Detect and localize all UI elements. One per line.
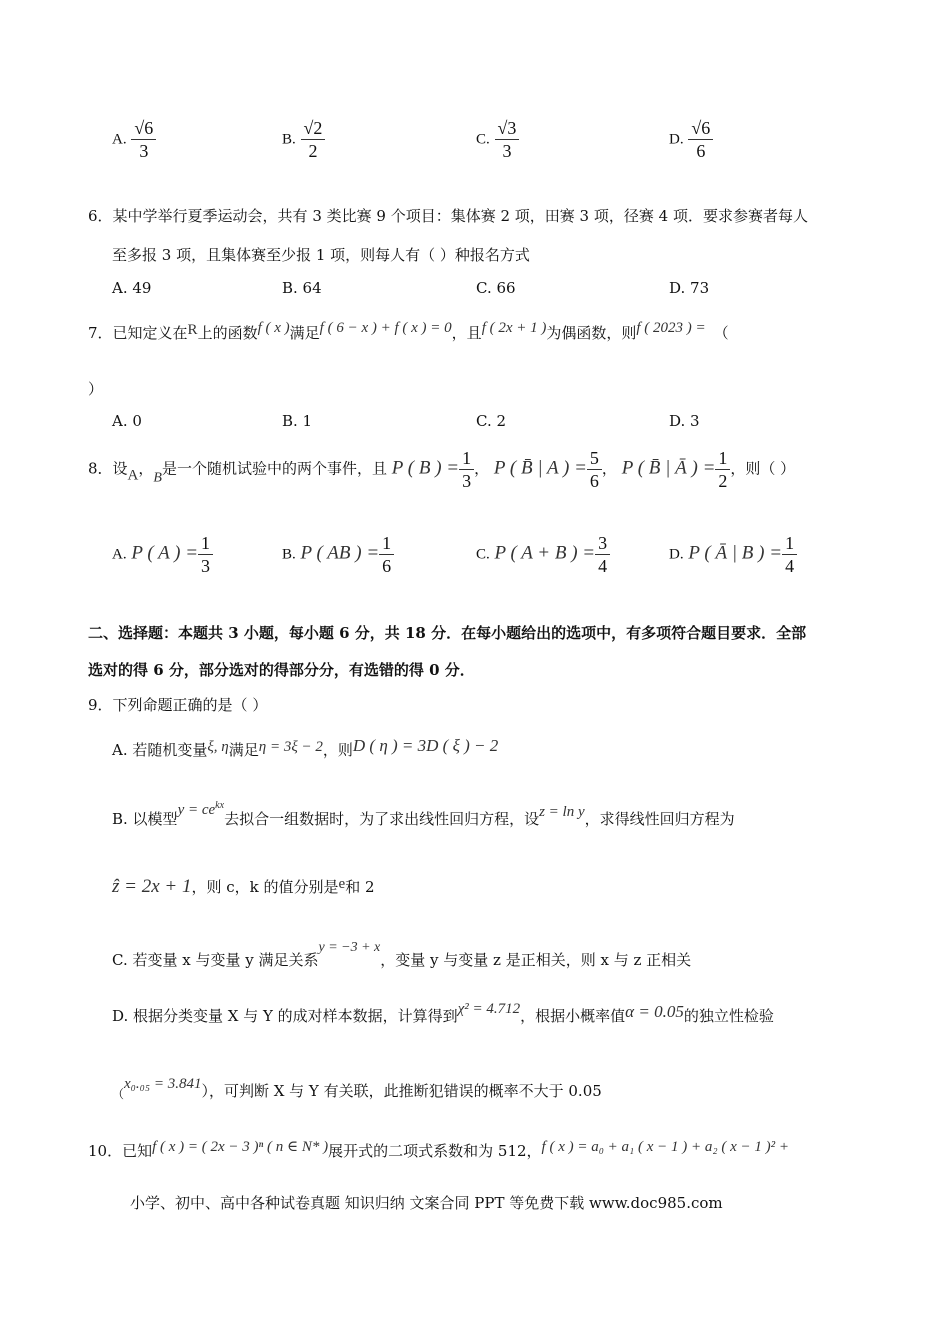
denominator: 3 (201, 556, 211, 576)
denominator: 3 (139, 141, 149, 161)
math-expression: P ( A ) = (131, 542, 199, 564)
fraction (198, 533, 213, 576)
q7-line2: ） (88, 380, 104, 398)
q7-option-b: B. 1 (282, 412, 313, 430)
numerator: √3 (495, 118, 520, 140)
q7-text: 7．已知定义在 (88, 324, 188, 342)
math-expression: f ( 2x + 1 ) (481, 320, 547, 336)
math-expression: B (153, 470, 162, 486)
q9-text: （ (112, 1087, 125, 1101)
math-expression: D ( η ) = 3D ( ξ ) − 2 (352, 736, 499, 755)
fraction (715, 448, 730, 491)
section-heading-line2: 选对的得 6 分，部分选对的得部分分，有选错的得 0 分． (88, 661, 475, 679)
math-expression: e (338, 876, 346, 892)
q8-text: ， (138, 459, 154, 478)
q10-text: 10．已知 (88, 1142, 153, 1160)
math-expression: η = 3ξ − 2 (258, 739, 323, 755)
q6-option-b: B. 64 (282, 279, 322, 297)
numerator: 1 (379, 533, 394, 555)
q7-text: 上的函数 (197, 324, 258, 342)
q8-text: 8．设 (88, 459, 128, 478)
option-label: D. (669, 131, 684, 148)
q6-option-d: D. 73 (669, 279, 710, 297)
option-label: B. (282, 546, 296, 563)
q7-text: ，且 (451, 324, 482, 342)
q9-text: ，求得线性回归方程为 (584, 810, 735, 828)
math-expression: f ( 2023 ) = (636, 320, 706, 336)
q9-text: ，根据小概率值 (520, 1007, 626, 1025)
numerator: √6 (131, 118, 156, 140)
q6-option-c: C. 66 (476, 279, 516, 297)
denominator: 6 (382, 556, 392, 576)
q5-option-d (669, 118, 713, 161)
math-expression: f ( x ) = ( 2x − 3 )ⁿ ( n ∈ N* ) (152, 1139, 329, 1155)
q8-text: ， (601, 459, 617, 478)
q8-option-d (669, 533, 797, 576)
math-expression: x₀.₀₅ = 3.841 (124, 1076, 202, 1092)
q9-option-d-line1 (112, 1001, 774, 1026)
q7-text: 满足 (289, 324, 320, 342)
denominator: 4 (785, 556, 795, 576)
fraction (379, 533, 394, 576)
q5-option-c (476, 118, 519, 161)
q7-text: 为偶函数，则 (546, 324, 637, 342)
q9-text: ，变量 y 与变量 z 是正相关，则 x 与 z 正相关 (380, 951, 692, 969)
math-expression: P ( AB ) = (300, 542, 380, 564)
math-expression: f ( x ) = a₀ + a₁ ( x − 1 ) + a₂ ( x − 1 )² + (541, 1139, 790, 1155)
denominator: 2 (308, 141, 318, 161)
q9-text: 和 2 (345, 878, 375, 896)
q10-stem (88, 1137, 789, 1161)
math-expression: P ( B ) = (391, 457, 460, 479)
q7-text: （ (713, 324, 729, 342)
denominator: 6 (696, 141, 706, 161)
q9-text: 去拟合一组数据时，为了求出线性回归方程，设 (224, 810, 540, 828)
math-expression: y = ce (177, 802, 216, 818)
numerator: 5 (587, 448, 602, 470)
option-label: C. (476, 131, 490, 148)
math-expression: z = ln y (539, 804, 585, 820)
numerator: 1 (459, 448, 474, 470)
numerator: √2 (301, 118, 326, 140)
q5-option-b (282, 118, 325, 161)
section-heading-line1: 二、选择题：本题共 3 小题，每小题 6 分，共 18 分．在每小题给出的选项中，有多项符合题目要求．全部 (88, 624, 807, 642)
q8-stem (88, 448, 795, 491)
denominator: 2 (718, 471, 728, 491)
fraction (459, 448, 474, 491)
option-label: D. (669, 546, 684, 563)
option-label: A. (112, 131, 127, 148)
q9-option-a (112, 736, 498, 760)
denominator: 3 (462, 471, 472, 491)
q9-text: ，则 (322, 741, 353, 759)
math-expression (178, 802, 225, 818)
q9-text: ），可判断 X 与 Y 有关联，此推断犯错误的概率不大于 0.05 (201, 1082, 602, 1100)
option-label: C. (476, 546, 490, 563)
q9-text: A. 若随机变量 (112, 741, 208, 759)
q7-option-c: C. 2 (476, 412, 507, 430)
denominator: 3 (502, 141, 512, 161)
q8-text: ，则（ ） (730, 459, 796, 478)
q5-option-a (112, 118, 156, 161)
math-expression: P ( B̄ | Ā ) = (621, 457, 716, 479)
q8-text: ， (474, 459, 490, 478)
fraction (495, 118, 520, 161)
q6-option-a: A. 49 (112, 279, 152, 297)
fraction (131, 118, 156, 161)
fraction (587, 448, 602, 491)
q9-text: ，则 c，k 的值分别是 (191, 878, 339, 896)
q6-line1: 6．某中学举行夏季运动会，共有 3 类比赛 9 个项目：集体赛 2 项，田赛 3 项，径赛 4 项．要求参赛者每人 (88, 207, 808, 225)
fraction (301, 118, 326, 161)
q8-option-b (282, 533, 394, 576)
numerator: √6 (688, 118, 713, 140)
q9-text: C. 若变量 x 与变量 y 满足关系 (112, 951, 319, 969)
q7-stem (88, 320, 729, 343)
math-expression: R (187, 322, 198, 338)
math-expression: α = 0.05 (625, 1002, 684, 1021)
math-expression: P ( Ā | B ) = (688, 542, 783, 564)
q10-text: 展开式的二项式系数和为 512， (328, 1142, 542, 1160)
fraction (595, 533, 610, 576)
denominator: 4 (598, 556, 608, 576)
math-expression: χ² = 4.712 (457, 1001, 521, 1017)
q9-option-b-line1 (112, 800, 735, 829)
numerator: 1 (198, 533, 213, 555)
q9-text: D. 根据分类变量 X 与 Y 的成对样本数据，计算得到 (112, 1007, 458, 1025)
q6-line2: 至多报 3 项，且集体赛至少报 1 项，则每人有（ ）种报名方式 (112, 246, 530, 264)
math-expression: ξ, η (207, 739, 229, 755)
option-label: A. (112, 546, 127, 563)
page-footer: 小学、初中、高中各种试卷真题 知识归纳 文案合同 PPT 等免费下载 www.doc985.com (130, 1194, 723, 1212)
q9-text: B. 以模型 (112, 810, 178, 828)
q9-option-b-line2 (112, 876, 375, 898)
denominator: 6 (589, 471, 599, 491)
math-expression: P ( B̄ | A ) = (493, 457, 587, 479)
q8-option-a (112, 533, 213, 576)
superscript: kx (215, 800, 225, 811)
fraction (782, 533, 797, 576)
math-expression: A (127, 467, 139, 484)
q9-option-d-line2 (112, 1076, 602, 1102)
option-label: B. (282, 131, 296, 148)
fraction (688, 118, 713, 161)
q8-text: 是一个随机试验中的两个事件，且 (161, 459, 387, 478)
math-expression: P ( A + B ) = (494, 542, 596, 564)
q9-text: 的独立性检验 (683, 1007, 774, 1025)
numerator: 3 (595, 533, 610, 555)
q8-option-c (476, 533, 610, 576)
q9-option-c (112, 940, 691, 970)
math-expression: f ( x ) (257, 320, 290, 336)
q9-stem: 9．下列命题正确的是（ ） (88, 696, 268, 714)
q7-option-a: A. 0 (112, 412, 142, 430)
numerator: 1 (782, 533, 797, 555)
numerator: 1 (715, 448, 730, 470)
math-expression: f ( 6 − x ) + f ( x ) = 0 (319, 320, 452, 336)
q7-option-d: D. 3 (669, 412, 700, 430)
math-expression: ẑ = 2x + 1 (112, 876, 192, 897)
q9-text: 满足 (228, 741, 259, 759)
math-expression: y = −3 + x (318, 940, 381, 955)
